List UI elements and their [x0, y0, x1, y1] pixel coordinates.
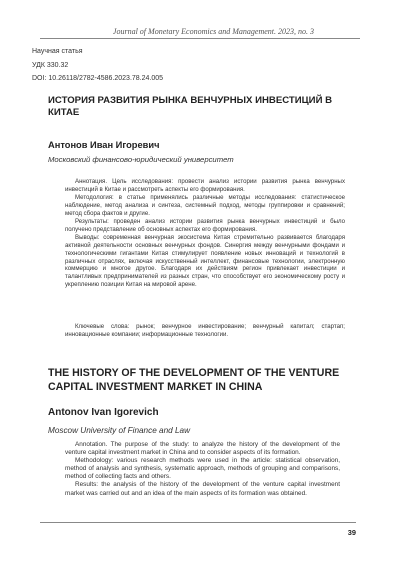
abstract-en-results: Results: the analysis of the history of the development of the venture capital investment market was carried out and an idea of the main aspects of its formation was obtained. — [65, 481, 340, 497]
abstract-ru — [65, 178, 345, 289]
header-divider — [40, 38, 360, 39]
author-name-ru: Антонов Иван Игоревич — [48, 140, 160, 150]
abstract-ru-methodology: Методология: в статье применялись различные методы исследования: статистическое наблюдение, метод анализа и синтеза, системный подход, методы группировки и сравнений; метод сбора фактов и другие. — [65, 193, 345, 217]
udc-code: УДК 330.32 — [32, 62, 69, 69]
doi: DOI: 10.26118/2782-4586.2023.78.24.005 — [32, 75, 164, 82]
author-affiliation-en: Moscow University of Finance and Law — [48, 426, 190, 435]
abstract-ru-annotation: Аннотация. Цель исследования: провести анализ истории развития рынка венчурных инвестиций в Китае и рассмотреть аспекты его формирования. — [65, 178, 345, 193]
footer-divider — [40, 522, 356, 523]
keywords-ru: Ключевые слова: рынок; венчурное инвестирование; венчурный капитал; стартап; инновационные компании; информационные технологии. — [65, 323, 345, 338]
article-type: Научная статья — [32, 48, 83, 55]
abstract-ru-results: Результаты: проведен анализ истории развития рынка венчурных инвестиций и было получено представление об основных аспектах его формирования. — [65, 217, 345, 233]
article-title-ru: ИСТОРИЯ РАЗВИТИЯ РЫНКА ВЕНЧУРНЫХ ИНВЕСТИЦИЙ В КИТАЕ — [48, 95, 333, 118]
author-affiliation-ru: Московский финансово-юридический университет — [48, 155, 234, 164]
page-number: 39 — [347, 528, 356, 537]
abstract-en-methodology: Methodology: various research methods were used in the article: statistical observation, method of analysis and synthesis, systematic approach, methods of grouping and comparisons, method of collecting facts and others. — [65, 457, 340, 481]
abstract-en-annotation: Annotation. The purpose of the study: to analyze the history of the development of the venture capital investment market in China and to consider aspects of its formation. — [65, 441, 340, 457]
article-title-en: THE HISTORY OF THE DEVELOPMENT OF THE VENTURE CAPITAL INVESTMENT MARKET IN CHINA — [48, 367, 340, 393]
abstract-ru-conclusions: Выводы: современная венчурная экосистема Китая стремительно развивается благодаря активной деятельности основных венчурных фондов. Синергия между венчурными фондами и технологическими гигантами Китая стимулирует появление новых инноваций и технологий в различных отраслях, включая искусственный интеллект, финансовые технологии, электронную коммерцию и многое другое. Благодаря их действиям регион привлекает инвестиции и талантливых предпринимателей из разных стран, что способствует его экономическому росту и укреплению позиции Китая на мировой арене. — [65, 233, 345, 289]
author-name-en: Antonov Ivan Igorevich — [48, 407, 159, 418]
abstract-en — [65, 441, 340, 498]
journal-running-header: Journal of Monetary Economics and Management. 2023, no. 3 — [112, 27, 314, 36]
